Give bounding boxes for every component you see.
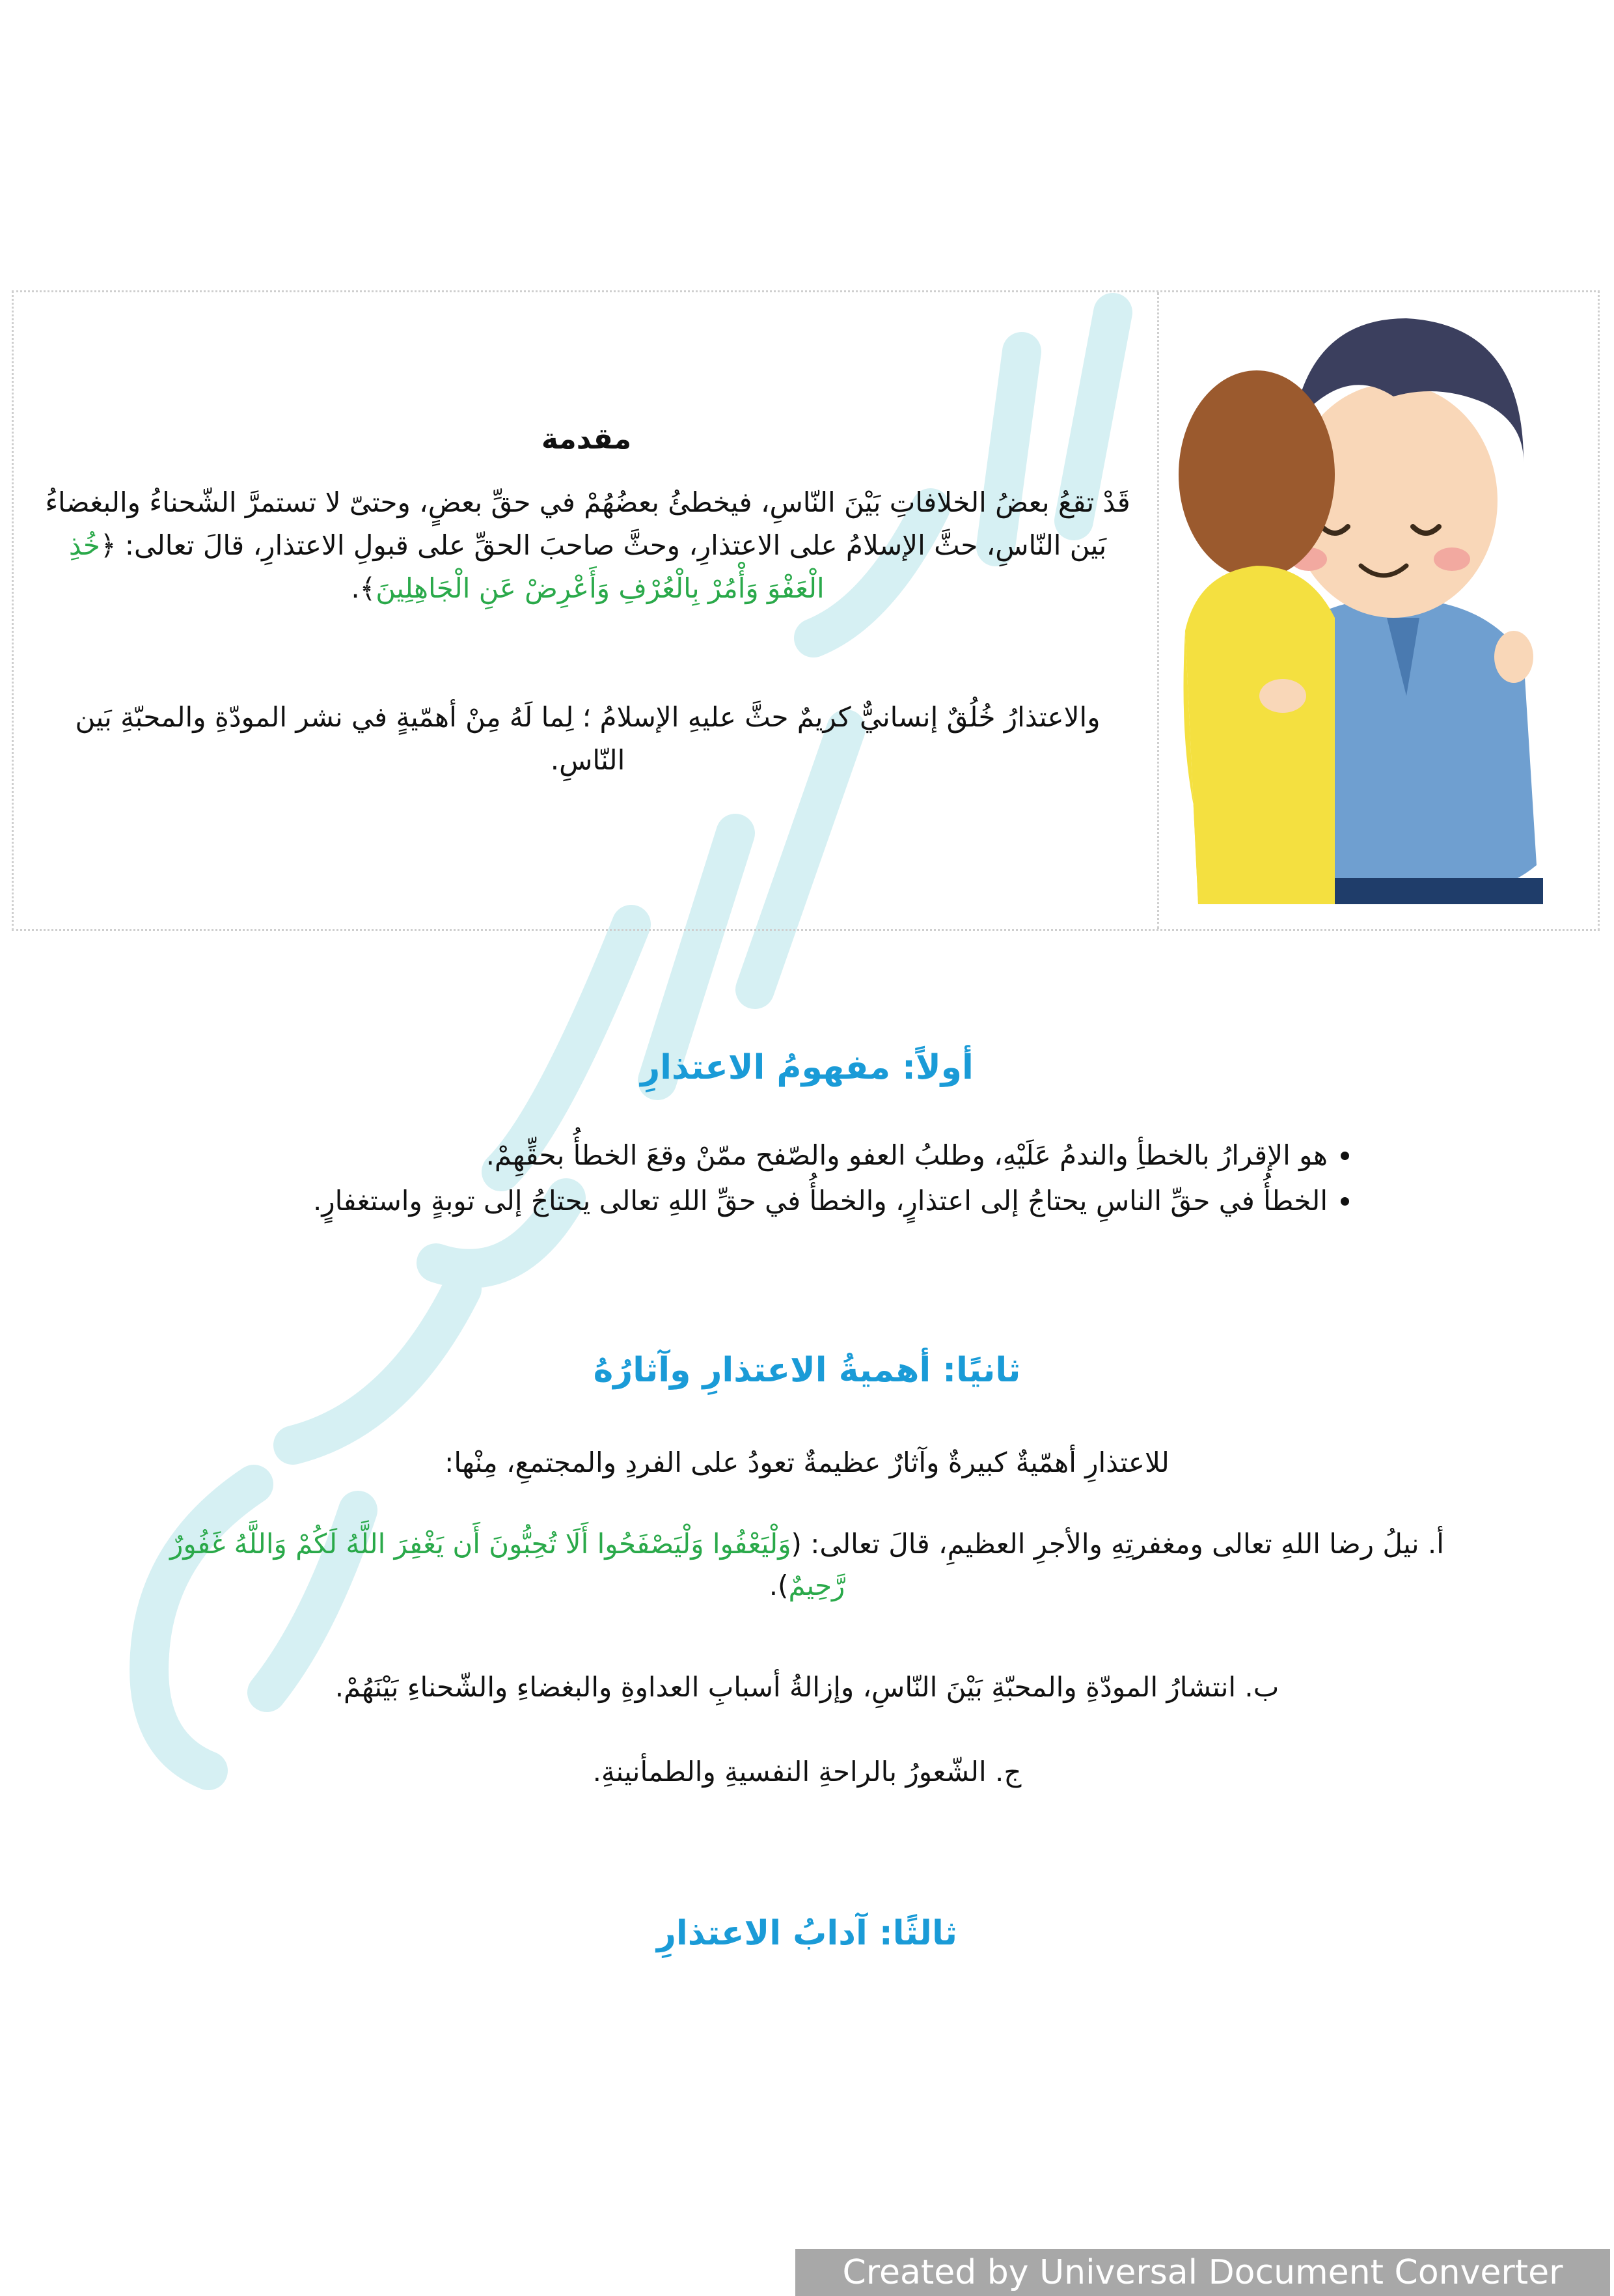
quran-verse: وَلْيَعْفُوا وَلْيَصْفَحُوا أَلَا تُحِبُّونَ أَن يَغْفِرَ اللَّهُ لَكُمْ وَاللَّهُ غَفُورٌ رَّحِيمٌ xyxy=(170,1528,845,1601)
concept-bullet-list xyxy=(91,1133,1360,1224)
intro-paragraph-1 xyxy=(44,481,1131,610)
intro-paragraph-1-end: ﴾. xyxy=(351,572,376,604)
intro-title: مقدمة xyxy=(541,422,632,456)
intro-image-cell xyxy=(1159,292,1598,929)
bullet-item: • الخطأُ في حقِّ الناسِ يحتاجُ إلى اعتذارٍ، والخطأُ في حقِّ اللهِ تعالى يحتاجُ إلى توبةٍ واستغفارٍ. xyxy=(91,1178,1328,1224)
intro-paragraph-1-text: قَدْ تقعُ بعضُ الخلافاتِ بَيْنَ النّاسِ، فيخطئُ بعضُهُمْ في حقِّ بعضٍ، وحتىّ لا تستمرَّ الشّحناءُ والبغضاءُ بَين النّاسِ، حثَّ الإسلامُ على الاعتذارِ، وحثَّ صاحبَ الحقِّ على قبولِ الاعتذارِ، قالَ تعالى: ﴿ xyxy=(45,486,1130,561)
importance-intro: للاعتذارِ أهمّيةٌ كبيرةٌ وآثارٌ عظيمةٌ تعودُ على الفردِ والمجتمعِ، مِنْها: xyxy=(445,1446,1169,1478)
converter-footer-banner: Created by Universal Document Converter xyxy=(795,2249,1610,2296)
intro-text-cell xyxy=(14,292,1159,929)
importance-item-c: ج. الشّعورُ بالراحةِ النفسيةِ والطمأنينةِ. xyxy=(592,1756,1022,1788)
intro-paragraph-2: والاعتذارُ خُلُقٌ إنسانيٌّ كريمٌ حثَّ عليهِ الإسلامُ ؛ لِما لَهُ مِنْ أهمّيةٍ في نشر المودّةِ والمحبّةِ بَين النّاسِ. xyxy=(75,701,1101,776)
section-3-heading: ثالثًا: آدابُ الاعتذارِ xyxy=(656,1914,957,1953)
item-a-text: أ. نيلُ رضا اللهِ تعالى ومغفرتِهِ والأجرِ العظيمِ، قالَ تعالى: ( xyxy=(791,1528,1444,1560)
importance-item-a xyxy=(130,1523,1484,1607)
intro-box xyxy=(12,290,1600,931)
bullet-item: • هو الإقرارُ بالخطأِ والندمُ عَلَيْهِ، وطلبُ العفو والصّفح ممّنْ وقعَ الخطأُ بحقِّهِمْ. xyxy=(91,1133,1328,1178)
boys-hugging-illustration xyxy=(1159,292,1598,933)
section-2-heading: ثانيًا: أهميةُ الاعتذارِ وآثارُهُ xyxy=(593,1351,1021,1390)
quran-verse: خُذِ الْعَفْوَ وَأْمُرْ بِالْعُرْفِ وَأَعْرِضْ عَنِ الْجَاهِلِينَ xyxy=(68,529,825,604)
importance-item-b: ب. انتشارُ المودّةِ والمحبّةِ بَيْنَ النّاسِ، وإزالةُ أسبابِ العداوةِ والبغضاءِ والشّحناءِ بَيْنَهُمْ. xyxy=(335,1671,1279,1703)
item-a-end: ). xyxy=(769,1570,789,1601)
section-1-heading: أولاً: مفهومُ الاعتذارِ xyxy=(640,1048,974,1087)
